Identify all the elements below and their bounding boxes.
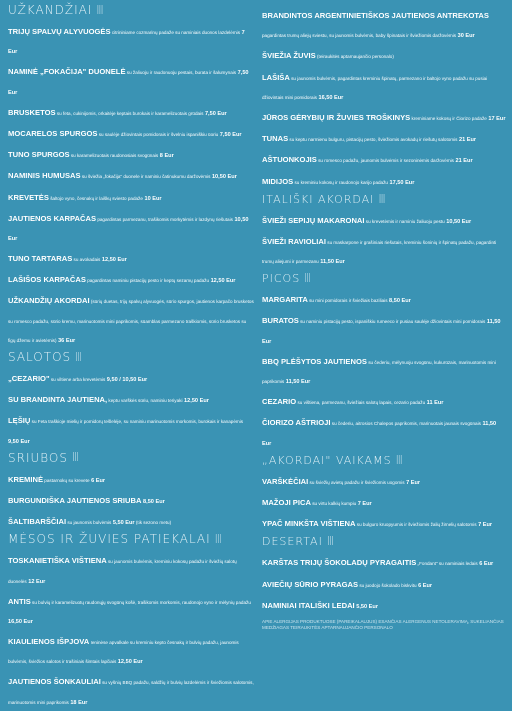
item-description: su bulvių ir karamelizuotų raudonųjų svogūnų košė, trašikomis morkomis, raudonojo vyno ir mėlynių padažu: [30, 599, 251, 605]
section-title: ITALIŠKI AKORDAI: [262, 192, 375, 206]
menu-section: [262, 194, 506, 269]
item-name: KIAULIENOS IŠPJOVA: [8, 637, 90, 647]
menu-item: [262, 470, 506, 489]
section-heading: [262, 273, 506, 284]
menu-item: [8, 549, 254, 587]
item-description: keptu varškės sūriu, naminiu teriyaki: [107, 398, 183, 404]
item-name: BBQ PLĖŠYTOS JAUTIENOS: [262, 356, 367, 366]
menu-section: [8, 4, 254, 347]
menu-item: [262, 44, 506, 63]
item-name: AVIEČIŲ SŪRIO PYRAGAS: [262, 579, 359, 589]
item-price: 10,50 Eur: [210, 174, 237, 181]
heading-bars-icon: |||: [72, 452, 79, 463]
item-name: ŠVIEŽI RAVIOLIAI: [262, 236, 326, 246]
item-price: 7,50 Eur: [8, 70, 249, 96]
item-price: 10,50 Eur: [444, 218, 472, 225]
menu-item: [262, 209, 506, 228]
item-name: ŠVIEŽI SEPIJŲ MAKARONAI: [262, 215, 365, 225]
item-description: su Feta traškioje mielių ir pomidorų tešlelėje, su naminiu marinuotomis morkomis, burokais ir kanapėmis: [30, 419, 244, 425]
item-name: YPAČ MINKŠTA VIŠTIENA: [262, 519, 356, 529]
menu-section: [262, 273, 506, 450]
menu-item: [8, 122, 254, 141]
section-heading: [262, 536, 506, 547]
menu-item: [8, 670, 254, 708]
item-description: su naminiu pistacijų pesto, ispaniškiu rumeeco ir pusiau saulėje džiovintais mini pomidorais: [298, 319, 486, 325]
item-description: su šviežių avietų padažu ir šviežiomis uogomis: [308, 479, 405, 485]
section-title: SRIUBOS: [8, 450, 68, 465]
item-price: 7 Eur: [8, 30, 245, 56]
menu-item: [8, 489, 254, 508]
item-price: 6 Eur: [89, 477, 106, 484]
item-name: ŠVIEŽIA ŽUVIS: [262, 51, 316, 61]
heading-bars-icon: |||: [326, 536, 333, 547]
heading-bars-icon: |||: [75, 351, 82, 362]
item-name: SU BRANDINTA JAUTIENA,: [8, 395, 108, 405]
item-description: citrininiame cozmarinų padaže su naminiais duonos lazdelėmis: [110, 30, 241, 35]
item-price: 11,50 Eur: [262, 319, 501, 345]
section-heading: [8, 4, 254, 16]
item-price: 6 Eur: [477, 561, 494, 568]
section-heading: [262, 455, 506, 466]
item-name: BURGUNDIŠKA JAUTIENOS SRIUBA: [8, 495, 142, 505]
section-title: PICOS: [262, 272, 301, 286]
item-description: Ieninėse apvalkale su kreminiu kepto česnakų ir bulvių padažu, jaunomis bulvėmis, šviežios salotos ir trašiniais šimtais lapčiais: [8, 640, 239, 665]
menu-item: [8, 164, 254, 183]
section-heading: [8, 351, 254, 363]
item-name: TRIJŲ SPALVŲ ALYVUOGĖS: [8, 27, 111, 36]
item-name: JAUTIENOS ŠONKAULIAI: [8, 677, 101, 687]
item-price: 8,50 Eur: [387, 298, 411, 305]
item-price: 7,50 Eur: [203, 110, 227, 117]
menu-item: [262, 350, 506, 388]
item-price: 11 Eur: [425, 400, 444, 407]
menu-item: [8, 409, 254, 447]
menu-item: [262, 148, 506, 167]
menu-item: [262, 512, 506, 531]
menu-item: [262, 491, 506, 510]
menu-section: [8, 452, 254, 530]
item-description: (teiraukitės aptarnaujančio personalo): [315, 54, 394, 60]
item-name: MOCARELOS SPURGOS: [8, 128, 98, 138]
section-heading: [8, 533, 254, 545]
item-description: su kreminiu kokosų ir raudonojo karijo padažu: [293, 179, 388, 185]
item-price: 5,50 Eur: [354, 603, 378, 610]
menu-item: [8, 60, 254, 98]
item-price: 17,50 Eur: [387, 179, 415, 186]
menu-item: [262, 66, 506, 104]
item-description: pagardintas parmezanu, trašikomis morkytėmis ir lazdynų riešutais: [96, 216, 233, 222]
item-name: MIDIJOS: [262, 176, 294, 186]
item-price: 18 Eur: [68, 699, 88, 706]
item-description: su jaunomis bulvėmis, pagardintas kreminiu špinatų, parmezano ir baltojo vyno padažu su pusiai džiovintais mini pomidorais: [262, 75, 488, 100]
item-description: su vištiena, parmezanu, šviežiais salotų lapais, cezario padažu: [296, 400, 426, 406]
item-name: BRANDINTOS ARGENTINIETIŠKOS JAUTIENOS ANTREKOTAS: [262, 11, 489, 20]
item-description: pagardintas trumų aliejų sviestu, su jaunomis bulvėmis, baby špinatais ir šviežiomis daržovėmis: [262, 33, 457, 39]
section-title: DESERTAI: [262, 535, 323, 549]
item-price: 16,50 Eur: [8, 618, 33, 625]
item-description: su saulėje džiovintais pomidorais ir švelniu ispaniškiu ūoriu: [97, 131, 219, 137]
heading-bars-icon: |||: [214, 533, 221, 544]
heading-bars-icon: |||: [304, 273, 311, 284]
item-description: su šviežia „fokačija" duonele ir naminiu čatinukumu daržovėmis: [80, 174, 211, 180]
item-price: 7 Eur: [404, 479, 421, 486]
item-description: su čederiu, aitrosios Chalepos paprikomis, marinuotais jaunais svogūnais: [330, 421, 481, 427]
menu-section: [8, 533, 254, 709]
item-description: su maskarpone ir grašiniais riešutais, kreminiu šoninių ir špinatų padažu, pagardinti trumų aliejumi ir parmezanu: [262, 239, 497, 265]
item-name: TUNAS: [262, 134, 289, 144]
item-description: su žaliuoju ir raudonuoju pestais, burata ir šalumynais: [125, 70, 237, 76]
item-name: KREMINĖ: [8, 474, 44, 484]
item-price: 21 Eur: [453, 158, 473, 165]
item-name: BRUSKETOS: [8, 107, 56, 117]
item-description: su virtu kalkių kumpiu: [310, 500, 357, 506]
item-name: ANTIS: [8, 596, 31, 606]
item-price: 36 Eur: [56, 337, 76, 344]
item-description: su juodojo šokolado biskvitu: [358, 582, 417, 588]
item-description: su krevetėmis ir naminiu žaliuoju pestu: [364, 218, 445, 224]
item-name: LAŠIŠOS KARPAČAS: [8, 275, 86, 285]
item-description: su avokadais: [72, 257, 101, 263]
item-price: 5,50 Eur: [111, 520, 135, 527]
item-price: 9,50 Eur: [8, 438, 30, 445]
item-description: su čederiu, mėlynuoju svogūnu, kukurūzais, marinuotomis mini paprikomis: [262, 359, 496, 384]
heading-bars-icon: |||: [96, 4, 103, 15]
item-note: (tik sezono metu): [134, 520, 172, 526]
item-price: 8 Eur: [158, 153, 174, 160]
item-name: MAŽOJI PICA: [262, 497, 311, 507]
menu-item: [8, 207, 254, 245]
menu-item: [8, 101, 254, 120]
item-description: su keptu narmienu bulguru, pistacijų pesto, šviežiomis avokadų ir riešutų salotomis: [288, 137, 458, 143]
menu-item: [8, 388, 254, 407]
menu-item: [8, 143, 254, 162]
item-price: 12,50 Eur: [100, 257, 127, 264]
menu-section: [262, 4, 506, 189]
item-name: NAMINIAI ITALIŠKI LEDAI: [262, 600, 355, 610]
section-heading: [262, 194, 506, 205]
menu-item: [262, 288, 506, 307]
menu-item: [262, 309, 506, 347]
item-description: pagardintas naminiu pistacijų pesto ir keptų sezamų padažu: [85, 278, 210, 284]
item-description: su feta, cukinijomis, orkaitėje keptais burokais ir karamelizuotais grūdais: [55, 110, 204, 116]
item-name: „CEZARIO": [8, 374, 50, 383]
section-title: SALOTOS: [8, 350, 72, 364]
item-name: UŽKANDŽIŲ AKORDAI: [8, 296, 90, 306]
item-price: 17 Eur: [486, 115, 506, 122]
item-price: 12,50 Eur: [209, 278, 236, 285]
menu-item: [8, 510, 254, 529]
item-price: 10 Eur: [142, 195, 162, 202]
item-description: su romesco padažu, jaunomis bulvėmis ir sezoninėmis daržovėmis: [316, 158, 454, 164]
heading-bars-icon: |||: [395, 454, 402, 465]
item-name: VARŠKĖČIAI: [262, 476, 309, 486]
menu-section: [8, 351, 254, 448]
allergen-note: APIE ALERGIJAS PRODUKTUOSE (PAREIKALAUJUS) ESANČIAS ALERGENUS NETOLERAVIMĄ, SUKELIANČIAS MEDŽIAGAS TEIRAUKITĖS APTARNAUJANČIO PERSONALO: [262, 618, 504, 631]
item-price: 11,50 Eur: [284, 379, 311, 385]
left-column: [8, 4, 254, 711]
item-description: pastarnokų su krevete: [43, 477, 90, 483]
item-name: BURATOS: [262, 316, 299, 326]
menu-item: [262, 390, 506, 409]
item-name: TOSKANIETIŠKA VIŠTIENA: [8, 556, 107, 566]
menu-item: [8, 367, 254, 386]
menu-item: [262, 230, 506, 268]
item-name: KARŠTAS TRIJŲ ŠOKOLADŲ PYRAGAITIS: [262, 558, 417, 568]
menu-item: [8, 247, 254, 266]
menu-item: [262, 551, 506, 570]
item-name: NAMINĖ „FOKAČIJA" DUONELĖ: [8, 67, 126, 77]
menu-item: [262, 127, 506, 146]
item-description: (sūrių duetas, trijų spalvų alyvuogės, sūrio spurgos, jautienos karpačo brusketos su romesco padažu, sūrio kremu, marinuotomis mini paprikomis, sūamblas parmezano traškiomis, sūrio brusketos su figų džemu ir avietėmis): [8, 299, 254, 343]
right-column: [262, 4, 506, 631]
section-title: „AKORDAI" VAIKAMS: [262, 453, 392, 467]
item-name: LĘŠIŲ: [8, 416, 31, 426]
menu-item: [262, 170, 506, 189]
item-price: 11,50 Eur: [262, 421, 497, 447]
item-price: 9,50 / 10,50 Eur: [105, 377, 148, 383]
item-name: AŠTUONKOJIS: [262, 155, 317, 165]
item-price: 8,50 Eur: [141, 498, 165, 505]
item-description: su jaunomis bulvėmis: [66, 520, 112, 526]
item-price: 7 Eur: [476, 522, 493, 529]
heading-bars-icon: |||: [378, 193, 385, 204]
item-description: su karamelizuotais raudonosiais svogūnais: [69, 153, 159, 159]
item-price: 11,50 Eur: [318, 259, 345, 266]
menu-item: [8, 590, 254, 628]
item-name: NAMINIS HUMUSAS: [8, 171, 81, 181]
item-description: su bulguro kruopyumis ir šviežiomis žalių žirnelių salotomis: [355, 522, 477, 528]
item-name: ČIORIZO AŠTRIOJI: [262, 418, 331, 428]
menu-item: [262, 411, 506, 449]
item-name: KREVETĖS: [8, 192, 49, 202]
item-price: 7 Eur: [356, 500, 372, 507]
item-name: JAUTIENOS KARPAČAS: [8, 213, 97, 223]
item-price: 12,50 Eur: [116, 659, 143, 666]
item-description: su jaunomis bulvėmis, kreminiu kokosų padažu ir šviežių salotų duonelės: [8, 559, 237, 584]
item-price: 10,50 Eur: [8, 216, 249, 242]
item-description: su viltiene arba krevetėmis: [49, 377, 106, 382]
menu-item: [262, 573, 506, 592]
menu-item: [8, 630, 254, 668]
item-name: TUNO SPURGOS: [8, 150, 70, 160]
item-price: 7,50 Eur: [218, 131, 242, 138]
menu-section: [262, 455, 506, 532]
section-title: MĖSOS IR ŽUVIES PATIEKALAI: [8, 532, 211, 547]
item-description: šaltojo vyno, česnakų ir laiškų sviesto padaže: [48, 195, 143, 201]
menu-item: [262, 594, 506, 613]
item-description: su mini pomidorais ir šviežiais baziliais: [307, 298, 388, 304]
item-description: su vyšnių BBQ padažu, saldžių ir bulvių lazdelėmis ir šviežiomis salotomis, marinuotomis mini paprikomis: [8, 680, 254, 705]
item-price: 12,50 Eur: [182, 398, 209, 405]
menu-item: [8, 289, 254, 347]
menu-item: [8, 268, 254, 287]
item-price: 21 Eur: [457, 137, 477, 144]
menu-item: [8, 186, 254, 205]
item-name: TUNO TARTARAS: [8, 254, 73, 264]
menu-item: [262, 106, 506, 125]
item-name: CEZARIO: [262, 397, 297, 407]
item-description: kreminiame kokosų ir Čiorizo padaže: [410, 115, 487, 121]
item-description: „Fondant" su naminiais ledais: [416, 561, 478, 567]
item-price: 30 Eur: [456, 33, 475, 40]
section-heading: [8, 452, 254, 464]
menu-item: [262, 4, 506, 42]
menu-item: [8, 20, 254, 58]
item-price: 16,50 Eur: [316, 94, 344, 101]
menu-item: [8, 468, 254, 487]
item-name: LAŠIŠA: [262, 72, 290, 82]
item-price: 6 Eur: [416, 582, 433, 589]
item-name: MARGARITA: [262, 295, 308, 305]
menu-section: [262, 536, 506, 613]
item-name: JŪROS GĖRYBIŲ IR ŽUVIES TROŠKINYS: [262, 112, 411, 122]
section-title: UŽKANDŽIAI: [8, 3, 93, 17]
item-name: ŠALTIBARŠČIAI: [8, 517, 67, 527]
item-price: 12 Eur: [26, 578, 46, 585]
